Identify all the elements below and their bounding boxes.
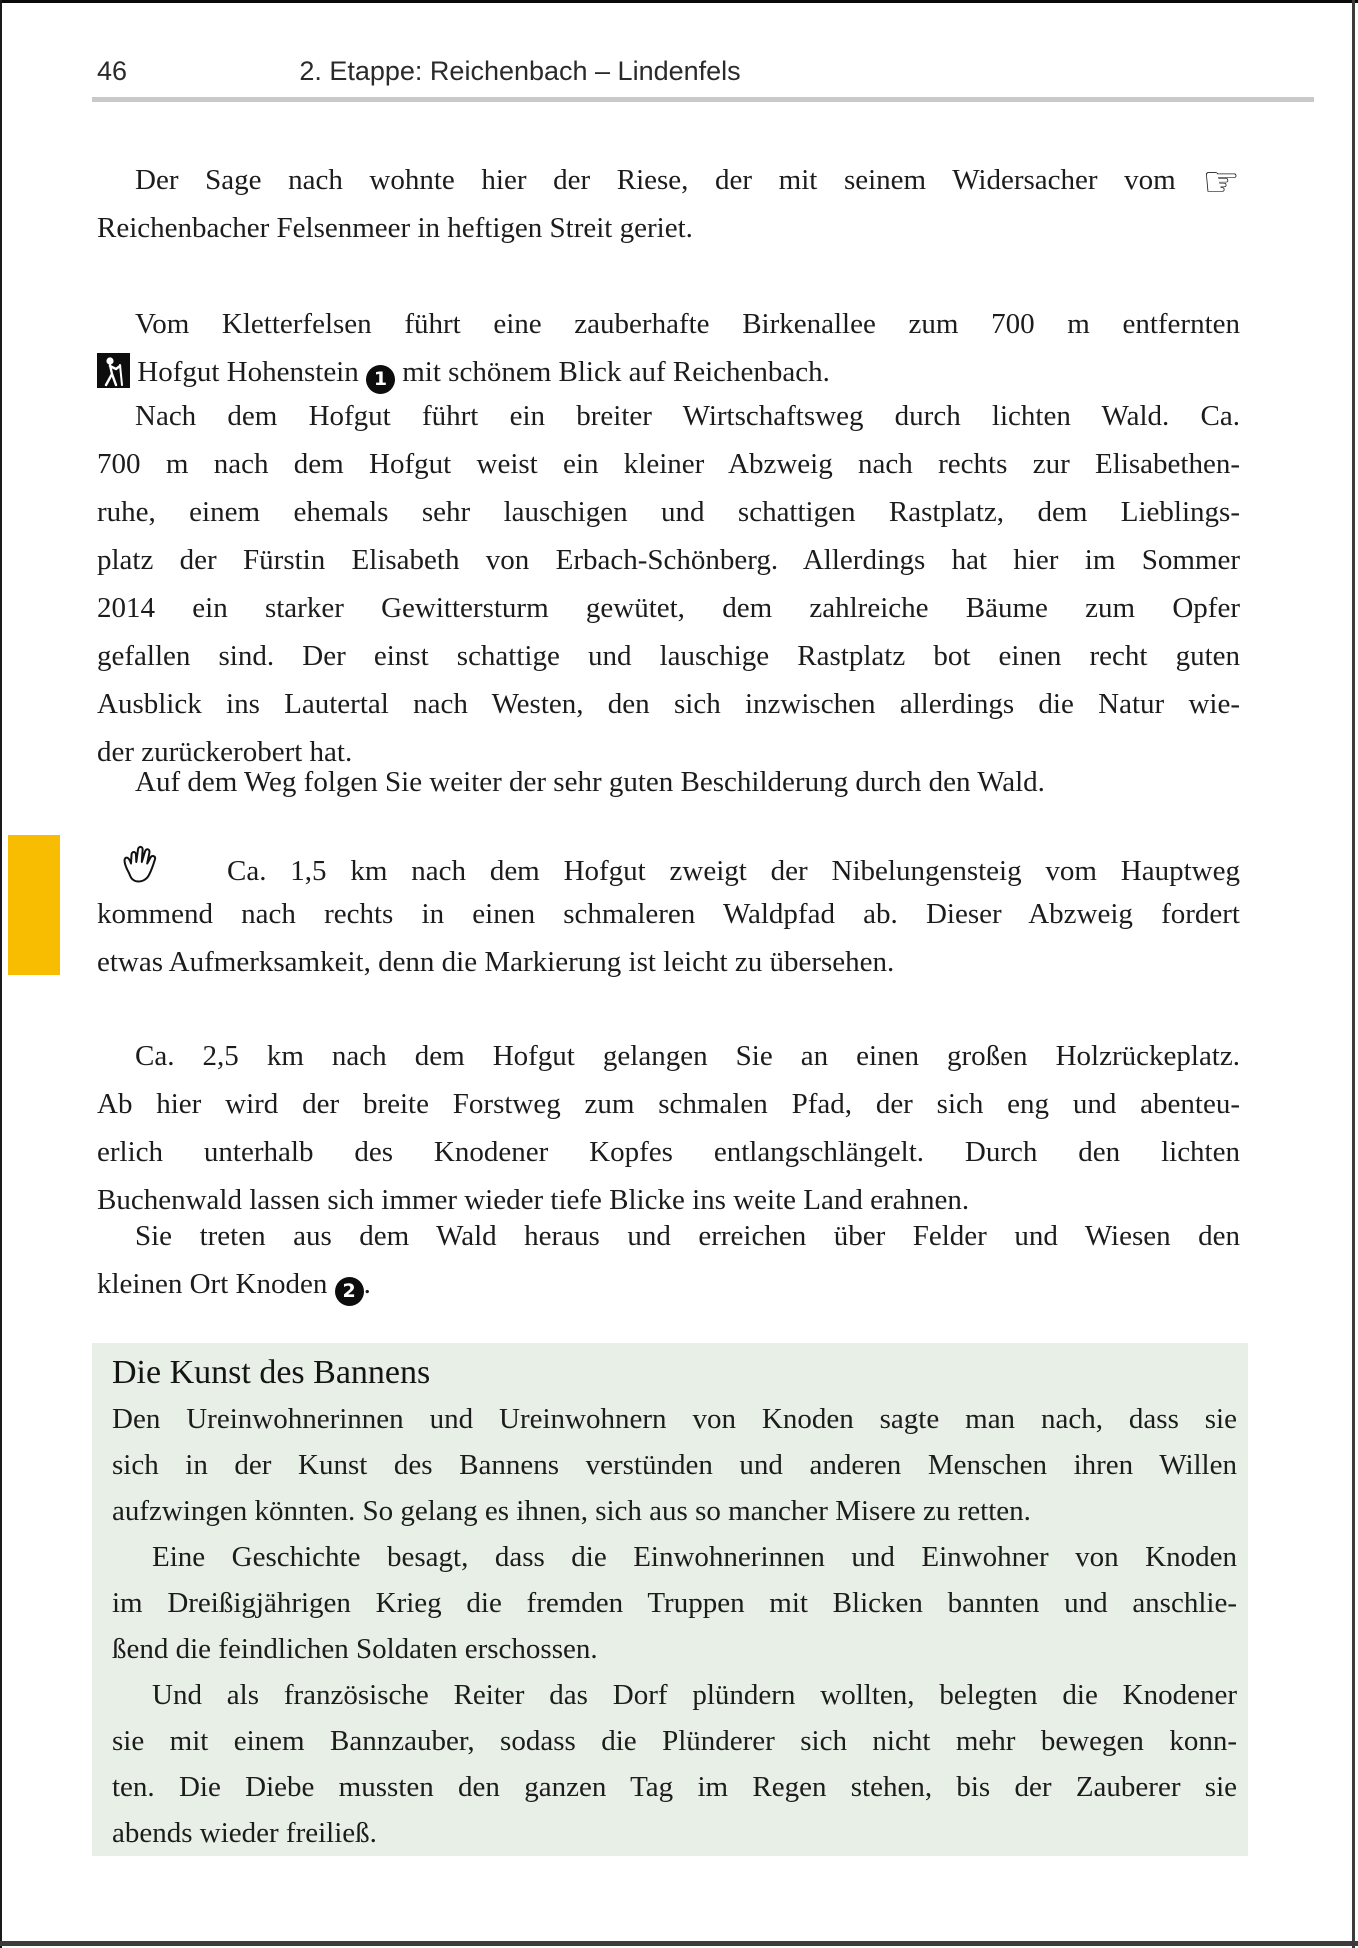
text-line: ruhe, einem ehemals sehr lauschigen und schattigen Rastplatz, dem Lieblings- bbox=[97, 496, 1240, 528]
text-line: Der Sage nach wohnte hier der Riese, der mit seinem Widersacher vom ☞ bbox=[135, 157, 1240, 206]
text-line: sich in der Kunst des Bannens verstünden und anderen Menschen ihren Willen bbox=[112, 1449, 1237, 1481]
text-line: Den Ureinwohnerinnen und Ureinwohnern von Knoden sagte man nach, dass sie bbox=[112, 1403, 1237, 1435]
text-line: Ab hier wird der breite Forstweg zum schmalen Pfad, der sich eng und abenteu- bbox=[97, 1088, 1240, 1120]
text-line: Ca. 2,5 km nach dem Hofgut gelangen Sie an einen großen Holzrückeplatz. bbox=[135, 1040, 1240, 1072]
legend-box-text bbox=[112, 1396, 1237, 1856]
paragraph-p5 bbox=[97, 842, 1240, 986]
text-line: Vom Kletterfelsen führt eine zauberhafte Birkenallee zum 700 m entfernten bbox=[135, 308, 1240, 340]
text-line: Sie treten aus dem Wald heraus und erreichen über Felder und Wiesen den bbox=[135, 1220, 1240, 1252]
paragraph-b1 bbox=[112, 1396, 1237, 1534]
scan-edge-left bbox=[0, 0, 2, 1948]
paragraph-p6 bbox=[97, 1032, 1240, 1224]
text-line: Ausblick ins Lautertal nach Westen, den sich inzwischen allerdings die Natur wie- bbox=[97, 688, 1240, 720]
text-line: abends wieder freiließ. bbox=[112, 1817, 377, 1849]
text-line: Ca. 1,5 km nach dem Hofgut zweigt der Nibelungensteig vom Hauptweg bbox=[97, 842, 1240, 890]
waypoint-1-marker: 1 bbox=[366, 365, 395, 394]
paragraph-b2 bbox=[112, 1534, 1237, 1672]
raised-hand-icon bbox=[119, 842, 165, 889]
text-line: Auf dem Weg folgen Sie weiter der sehr guten Beschilderung durch den Wald. bbox=[135, 766, 1045, 798]
text-line: 700 m nach dem Hofgut weist ein kleiner Abzweig nach rechts zur Elisabethen- bbox=[97, 448, 1240, 480]
text-line: sie mit einem Bannzauber, sodass die Plünderer sich nicht mehr bewegen konn- bbox=[112, 1725, 1237, 1757]
chapter-header: 2. Etappe: Reichenbach – Lindenfels bbox=[299, 56, 741, 86]
scan-edge-top bbox=[0, 0, 1358, 3]
paragraph-p1 bbox=[97, 156, 1240, 252]
text-line: erlich unterhalb des Knodener Kopfes entlangschlängelt. Durch den lichten bbox=[97, 1136, 1240, 1168]
text-line: Hofgut Hohenstein 1 mit schönem Blick auf Reichenbach. bbox=[97, 348, 1240, 396]
text-line: platz der Fürstin Elisabeth von Erbach-Schönberg. Allerdings hat hier im Sommer bbox=[97, 544, 1240, 576]
pointing-hand-icon: ☞ bbox=[1202, 157, 1240, 206]
hiker-icon bbox=[97, 353, 130, 388]
text-line: Buchenwald lassen sich immer wieder tiefe Blicke ins weite Land erahnen. bbox=[97, 1184, 970, 1216]
paragraph-p3 bbox=[97, 392, 1240, 776]
text-line: Reichenbacher Felsenmeer in heftigen Streit geriet. bbox=[97, 212, 693, 244]
paragraph-p7 bbox=[97, 1212, 1240, 1308]
text-line: der zurückerobert hat. bbox=[97, 736, 353, 768]
text-line: im Dreißigjährigen Krieg die fremden Truppen mit Blicken bannten und anschlie- bbox=[112, 1587, 1237, 1619]
paragraph-b3 bbox=[112, 1672, 1237, 1856]
text-line: etwas Aufmerksamkeit, denn die Markierung ist leicht zu übersehen. bbox=[97, 946, 895, 978]
waypoint-2-marker: 2 bbox=[335, 1277, 364, 1306]
text-line: kleinen Ort Knoden 2 . bbox=[97, 1260, 1240, 1308]
text-line: 2014 ein starker Gewittersturm gewütet, dem zahlreiche Bäume zum Opfer bbox=[97, 592, 1240, 624]
text-line: ßend die feindlichen Soldaten erschossen. bbox=[112, 1633, 598, 1665]
text-line: gefallen sind. Der einst schattige und lauschige Rastplatz bot einen recht guten bbox=[97, 640, 1240, 672]
header-rule bbox=[92, 97, 1314, 102]
page-number: 46 bbox=[97, 56, 128, 86]
legend-box-title: Die Kunst des Bannens bbox=[112, 1354, 431, 1391]
paragraph-p4 bbox=[97, 758, 1240, 806]
legend-box bbox=[92, 1343, 1248, 1856]
text-line: Eine Geschichte besagt, dass die Einwohnerinnen und Einwohner von Knoden bbox=[152, 1541, 1237, 1573]
text-line: Und als französische Reiter das Dorf plündern wollten, belegten die Knodener bbox=[152, 1679, 1237, 1711]
text-line: Nach dem Hofgut führt ein breiter Wirtschaftsweg durch lichten Wald. Ca. bbox=[135, 400, 1240, 432]
text-line: kommend nach rechts in einen schmaleren Waldpfad ab. Dieser Abzweig fordert bbox=[97, 898, 1240, 930]
margin-highlight-bar bbox=[8, 835, 60, 975]
scan-edge-right bbox=[1352, 0, 1355, 1948]
text-line: ten. Die Diebe mussten den ganzen Tag im Regen stehen, bis der Zauberer sie bbox=[112, 1771, 1237, 1803]
text-line: aufzwingen könnten. So gelang es ihnen, sich aus so mancher Misere zu retten. bbox=[112, 1495, 1031, 1527]
scan-edge-bottom bbox=[0, 1941, 1358, 1946]
paragraph-p2 bbox=[97, 300, 1240, 396]
